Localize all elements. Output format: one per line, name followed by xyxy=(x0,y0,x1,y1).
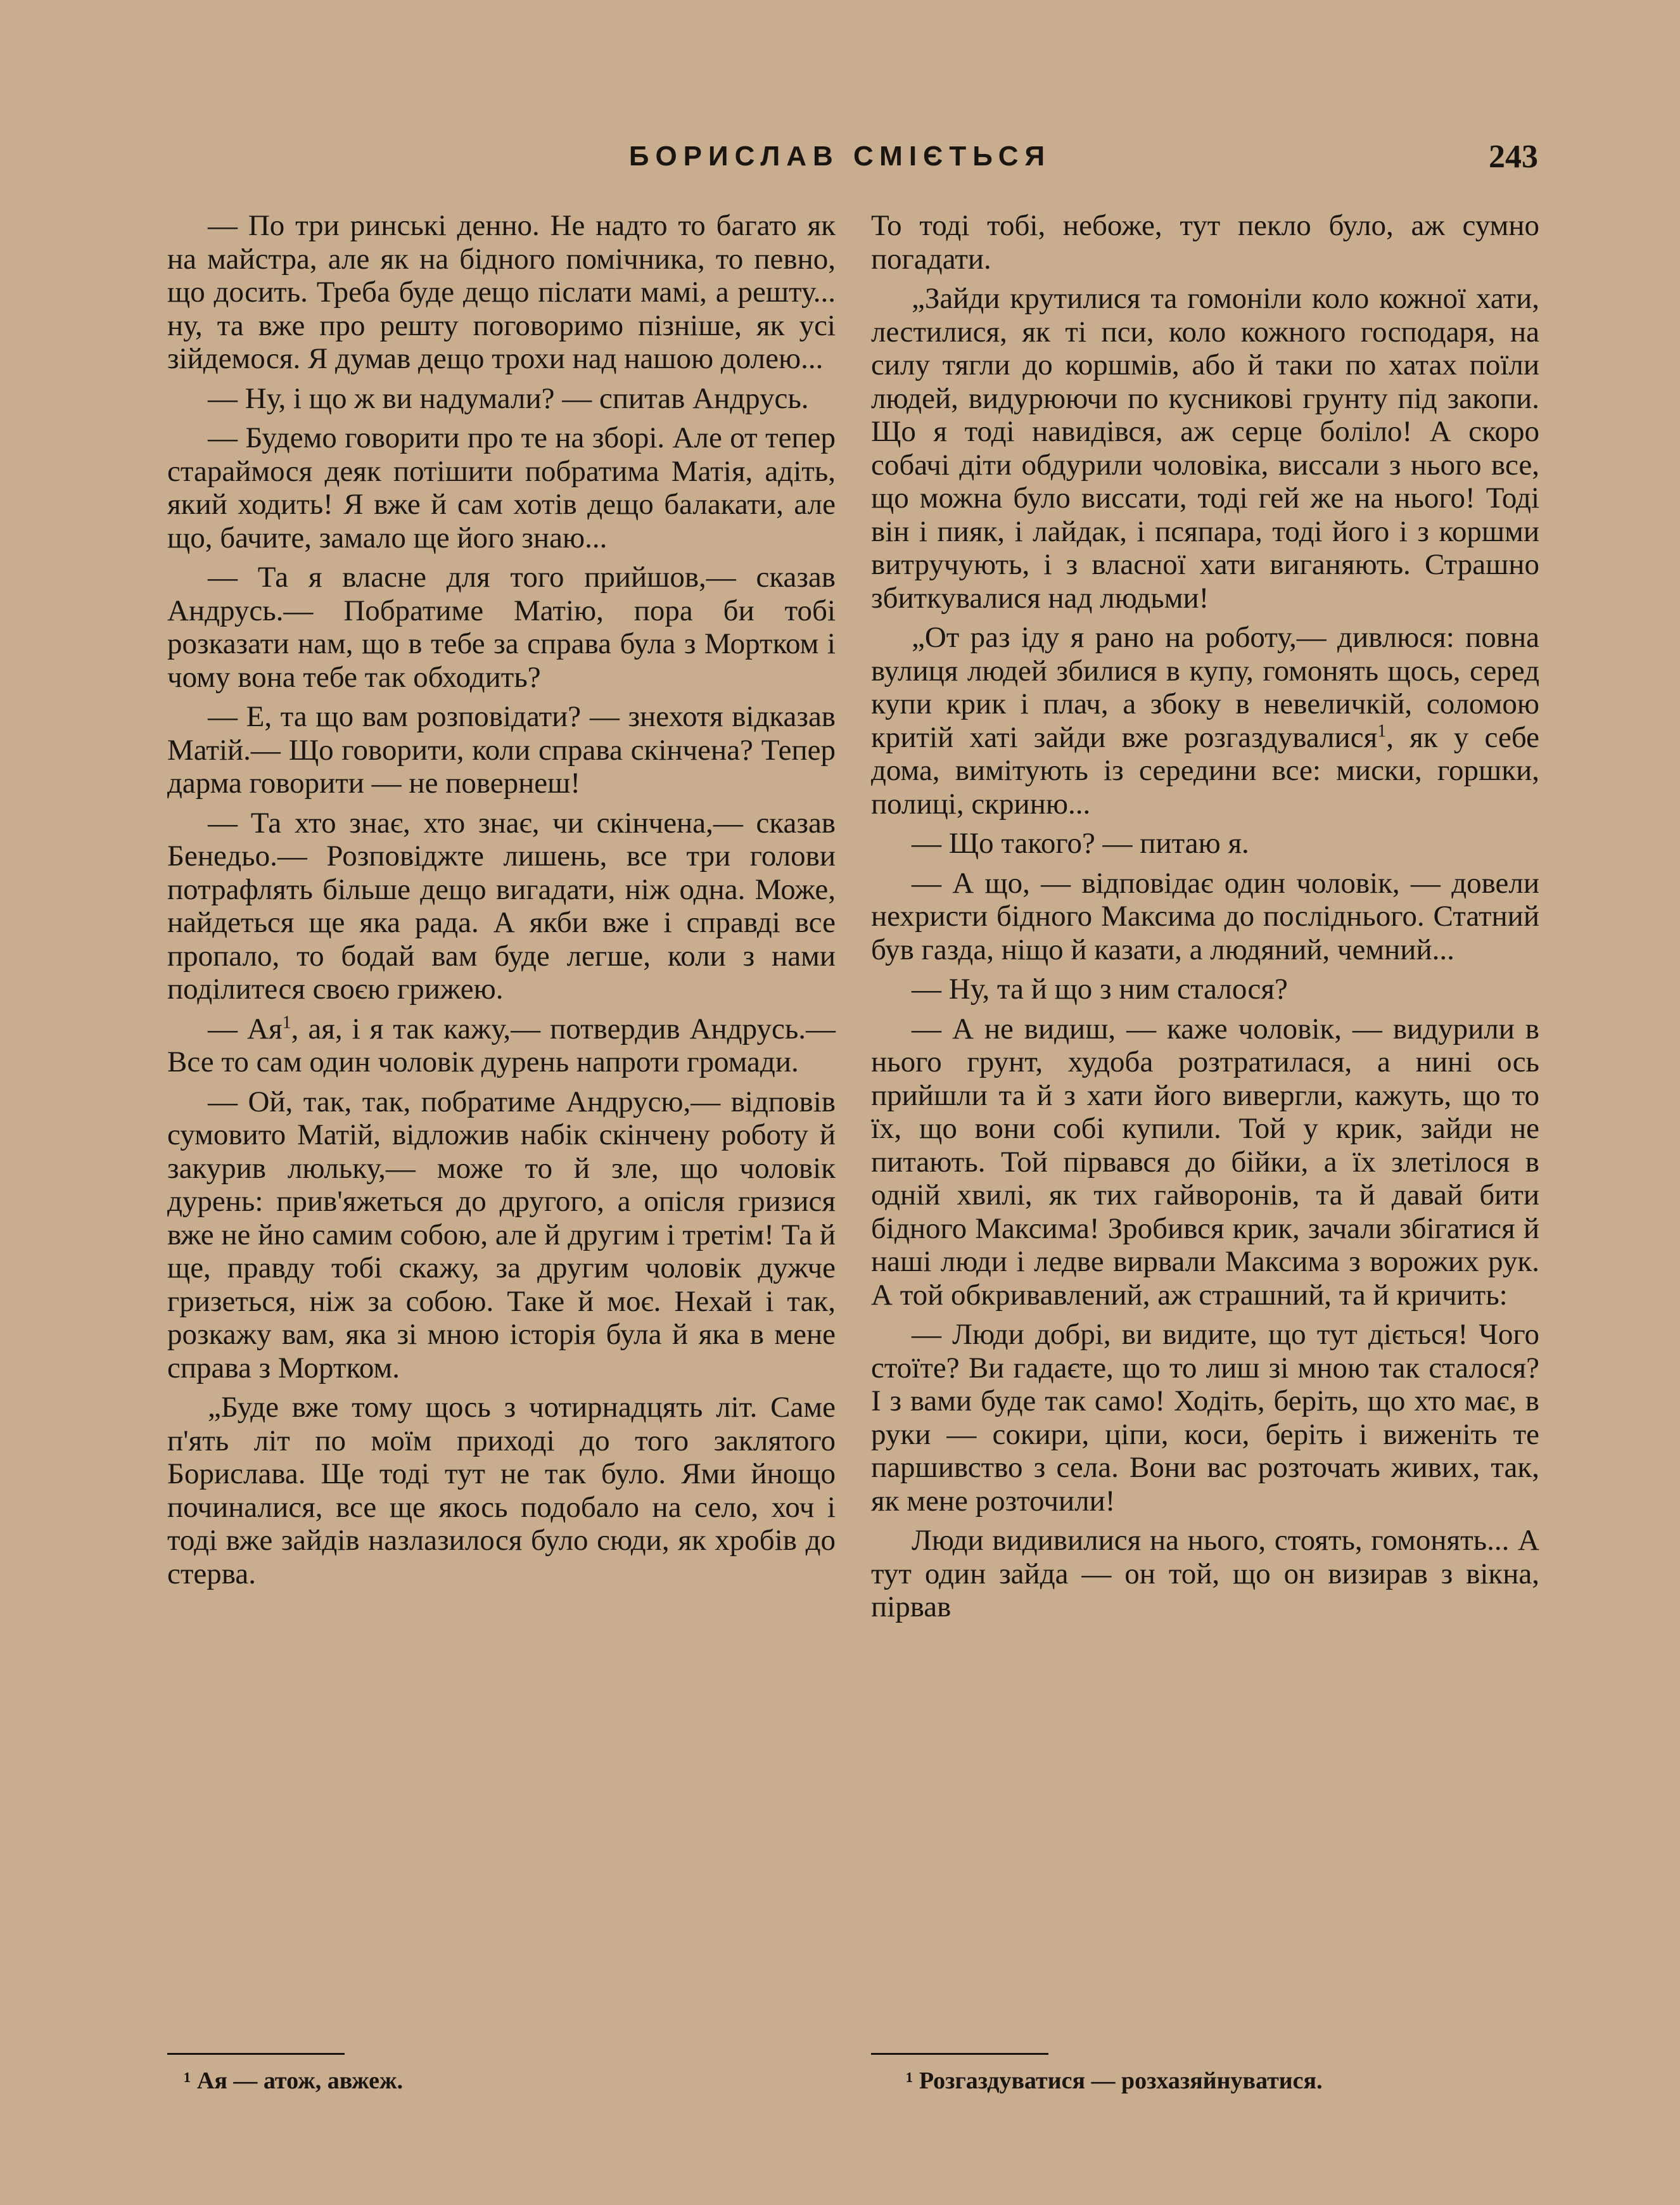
footnote-divider xyxy=(167,2053,345,2055)
paragraph: — Та я власне для того прийшов,— сказав Андрусь.— Побратиме Матію, пора би тобі розказати нам, що в тебе за справа була з Мортком і чому вона тебе так обходить? xyxy=(167,561,836,694)
paragraph-text: , як у себе дома, вимітують із середини все: миски, горшки, полиці, скриню... xyxy=(871,720,1540,821)
paragraph: — Люди добрі, ви видите, що тут діється! Чого стоїте? Ви гадаєте, що то лиш зі мною так сталося? І з вами буде так само! Ходіть, беріть, що хто має, в руки — сокири, ціпи, коси, беріть і виженіть те паршивство з села. Вони вас розточать живих, так, як мене розточили! xyxy=(871,1318,1539,1518)
paragraph: „Буде вже тому щось з чотирнадцять літ. Саме п'ять літ по моїм приході до того заклятого Борислава. Ще тоді тут не так було. Ями йнощо починалися, все ще якось подобало на село, хоч і тоді вже зайдів назлазилося було сюди, як хробів до стерва. xyxy=(167,1391,836,1590)
paragraph: — Е, та що вам розповідати? — знехотя відказав Матій.— Що говорити, коли справа скінчена? Тепер дарма говорити — не повернеш! xyxy=(167,700,836,800)
footnote-right xyxy=(906,2067,1323,2095)
footnote-text: Розгаздуватися — розхазяйнуватися. xyxy=(919,2068,1323,2094)
footnote-mark: 1 xyxy=(282,1012,291,1032)
paragraph: — Ой, так, так, побратиме Андрусю,— відповів сумовито Матій, відложив набік скінчену роботу й закурив люльку,— може то й зле, що чоловік дурень: прив'яжеться до другого, а опісля гризися вже не йно самим собою, але й другим і третім! Та й ще, правду тобі скажу, за другим чоловік дужче гризеться, ніж за собою. Таке й моє. Нехай і так, розкажу вам, яка зі мною історія була й яка в мене справа з Мортком. xyxy=(167,1085,836,1384)
paragraph: — Та хто знає, хто знає, чи скінчена,— сказав Бенедьо.— Розповіджте лишень, все три голови потрафлять більше дещо вигадати, ніж одна. Може, найдеться ще яка рада. А якби вже і справді все пропало, то бодай вам буде легше, коли з нами поділитеся своєю грижею. xyxy=(167,806,836,1006)
paragraph: — Що такого? — питаю я. xyxy=(912,827,1249,860)
paragraph: — А що, — відповідає один чоловік, — довели нехристи бідного Максима до посліднього. Статний був газда, ніщо й казати, а людяний, чемний... xyxy=(871,866,1539,966)
right-column xyxy=(871,209,1539,1624)
left-column xyxy=(167,209,836,1590)
paragraph: Люди видивилися на нього, стоять, гомонять... А тут один зайда — он той, що он визирав з вікна, пірвав xyxy=(871,1524,1539,1623)
footnote-left xyxy=(184,2067,403,2095)
page-number: 243 xyxy=(1489,139,1538,175)
paragraph: То тоді тобі, небоже, тут пекло було, аж сумно погадати. xyxy=(871,209,1539,276)
paragraph-text: , ая, і я так кажу,— потвердив Андрусь.— Все то сам один чоловік дурень напроти громади. xyxy=(167,1012,836,1078)
running-title: БОРИСЛАВ СМІЄТЬСЯ xyxy=(628,141,1052,172)
running-header xyxy=(0,141,1680,179)
footnote-text: Ая — атож, авжеж. xyxy=(196,2068,404,2094)
footnote-mark: ¹ xyxy=(184,2068,191,2094)
paragraph: — По три ринські денно. Не надто то багато як на майстра, але як на бідного помічника, то певно, що досить. Треба буде дещо післати мамі, а решту... ну, та вже про решту поговоримо пізніше, як усі зійдемося. Я думав дещо трохи над нашою долею... xyxy=(167,209,836,375)
paragraph-text: — Ая xyxy=(208,1012,283,1045)
paragraph xyxy=(871,621,1539,821)
paragraph: — Ну, і що ж ви надумали? — спитав Андрусь. xyxy=(208,381,809,415)
footnote-mark: ¹ xyxy=(906,2068,913,2094)
footnote-divider xyxy=(871,2053,1048,2055)
paragraph: — Ну, та й що з ним сталося? xyxy=(912,973,1288,1006)
paragraph xyxy=(167,1013,836,1079)
paragraph: — А не видиш, — каже чоловік, — видурили в нього грунт, худоба розтратилася, а нині ось прийшли та й з хати його вивергли, кажуть, що то їх, що вони собі купили. Той у крик, зайди не питають. Той пірвався до бійки, а їх злетілося в одній хвилі, як тих гайворонів, та й давай бити бідного Максима! Зробився крик, зачали збігатися й наші люди і ледве вирвали Максима з ворожих рук. А той обкривавлений, аж страшний, та й кричить: xyxy=(871,1012,1539,1312)
footnote-mark: 1 xyxy=(1377,720,1387,741)
paragraph-text: „От раз іду я рано на роботу,— дивлюся: повна вулиця людей збилися в купу, гомонять щось, серед купи крик і плач, а збоку в невеличкій, соломою критій хаті зайди вже розгаздувалися xyxy=(871,621,1539,754)
paragraph: — Будемо говорити про те на зборі. Але от тепер старaймося деяк потішити побратима Матія, адіть, який ходить! Я вже й сам хотів дещо балакати, але що, бачите, замало ще його знаю... xyxy=(167,421,836,554)
paragraph: „Зайди крутилися та гомоніли коло кожної хати, лестилися, як ті пси, коло кожного господаря, на силу тягли до коршмів, або й таки по хатах поїли людей, видурюючи по кусникові грунту під закопи. Що я тоді навидівся, аж серце боліло! А скоро собачі діти обдурили чоловіка, виссали з нього все, що можна було виссати, тоді гей же на нього! Тоді він і пияк, і лайдак, і псяпара, тоді його і з коршми витручують, і з власної хати виганяють. Страшно збиткувалися над людьми! xyxy=(871,282,1539,615)
